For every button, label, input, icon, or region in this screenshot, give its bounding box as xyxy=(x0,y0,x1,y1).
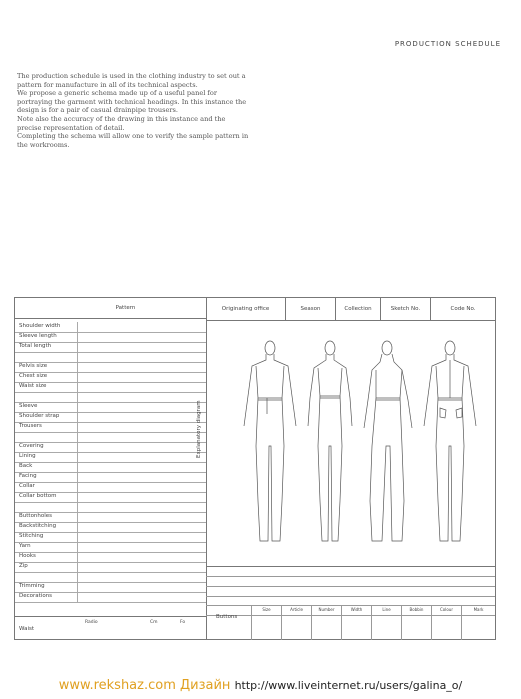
waist-cell: Radio xyxy=(85,620,98,625)
pattern-row-label: Covering xyxy=(19,443,44,449)
intro-paragraph: The production schedule is used in the clothing industry to set out a pattern for manufacture in all of its technical aspects. xyxy=(17,72,246,89)
buttons-label: Buttons xyxy=(216,614,238,620)
pattern-row-label: Back xyxy=(19,463,33,469)
button-cell: Bobbin xyxy=(401,605,431,615)
pattern-row-label: Pelvis size xyxy=(19,363,48,369)
pattern-row-label: Shoulder strap xyxy=(19,413,60,419)
waist-cell: Fo xyxy=(180,620,186,625)
page-header: PRODUCTION SCHEDULE xyxy=(394,40,501,48)
pattern-title-text: Pattern xyxy=(115,305,136,311)
pattern-row-label: Total length xyxy=(19,343,52,349)
waist-cell: Cm xyxy=(150,620,158,625)
pattern-row-label: Waist size xyxy=(19,383,47,389)
pattern-row-label: Hooks xyxy=(19,553,36,559)
originating-office-cell: Originating office xyxy=(206,298,286,320)
button-cell: Size xyxy=(251,605,281,615)
code-no-cell: Code No. xyxy=(450,306,476,312)
pattern-row-label: Collar bottom xyxy=(19,493,57,499)
pattern-row-label: Trimming xyxy=(19,583,45,589)
pattern-row-label: Sleeve length xyxy=(19,333,57,339)
pattern-row-label: Yarn xyxy=(19,543,31,549)
season-cell: Season xyxy=(286,298,336,320)
intro-paragraph: Note also the accuracy of the drawing in this instance and the precise representation of detail. xyxy=(17,114,226,132)
watermark-url: http://www.liveinternet.ru/users/galina_o/ xyxy=(234,679,463,692)
figure-side xyxy=(364,341,412,541)
buttons-grid xyxy=(251,615,495,640)
pattern-row-label: Chest size xyxy=(19,373,48,379)
pattern-row-label: Decorations xyxy=(19,593,53,599)
pattern-row-label: Facing xyxy=(19,473,37,479)
pattern-row-label: Lining xyxy=(19,453,36,459)
intro-paragraph: Completing the schema will allow one to verify the sample pattern in the workrooms. xyxy=(17,132,249,149)
waist-label: Waist xyxy=(19,626,35,632)
pattern-row-label: Buttonholes xyxy=(19,513,53,519)
pattern-row-label: Trousers xyxy=(19,423,42,429)
buttons-section xyxy=(206,566,495,640)
figure-front xyxy=(244,341,296,541)
pattern-panel xyxy=(15,298,207,639)
diagram-label: Explanatory diagram xyxy=(196,400,202,458)
button-cell: Line xyxy=(371,605,401,615)
button-cell: Width xyxy=(341,605,371,615)
watermark-site: www.rekshaz.com Дизайн xyxy=(58,678,231,693)
garment-sketch xyxy=(222,336,492,556)
diagram-panel xyxy=(196,298,495,639)
waist-row xyxy=(15,616,206,640)
button-cell: Number xyxy=(311,605,341,615)
figure-front-female xyxy=(308,341,352,541)
pattern-row-label: Collar xyxy=(19,483,35,489)
production-schedule-form xyxy=(14,297,496,640)
figure-back xyxy=(424,341,476,541)
pattern-row-label: Sleeve xyxy=(19,403,38,409)
pattern-title xyxy=(15,298,206,319)
header-cells xyxy=(206,298,495,321)
button-cell: Colour xyxy=(431,605,461,615)
pattern-row-label: Zip xyxy=(19,563,28,569)
button-header-cells xyxy=(251,605,495,615)
button-cell: Article xyxy=(281,605,311,615)
pattern-row-label: Shoulder width xyxy=(19,323,61,329)
watermark-footer xyxy=(0,673,521,699)
collection-cell: Collection xyxy=(336,298,381,320)
pattern-row xyxy=(15,592,206,603)
button-cell: Mark xyxy=(461,605,495,615)
intro-text xyxy=(17,72,249,149)
pattern-row-label: Stitching xyxy=(19,533,44,539)
sketch-no-cell: Sketch No. xyxy=(381,298,431,320)
pattern-row-label: Backstitching xyxy=(19,523,57,529)
intro-paragraph: We propose a generic schema made up of a useful panel for portraying the garment with technical headings. In this instance the design is for a pair of casual drainpipe trousers. xyxy=(17,89,247,115)
